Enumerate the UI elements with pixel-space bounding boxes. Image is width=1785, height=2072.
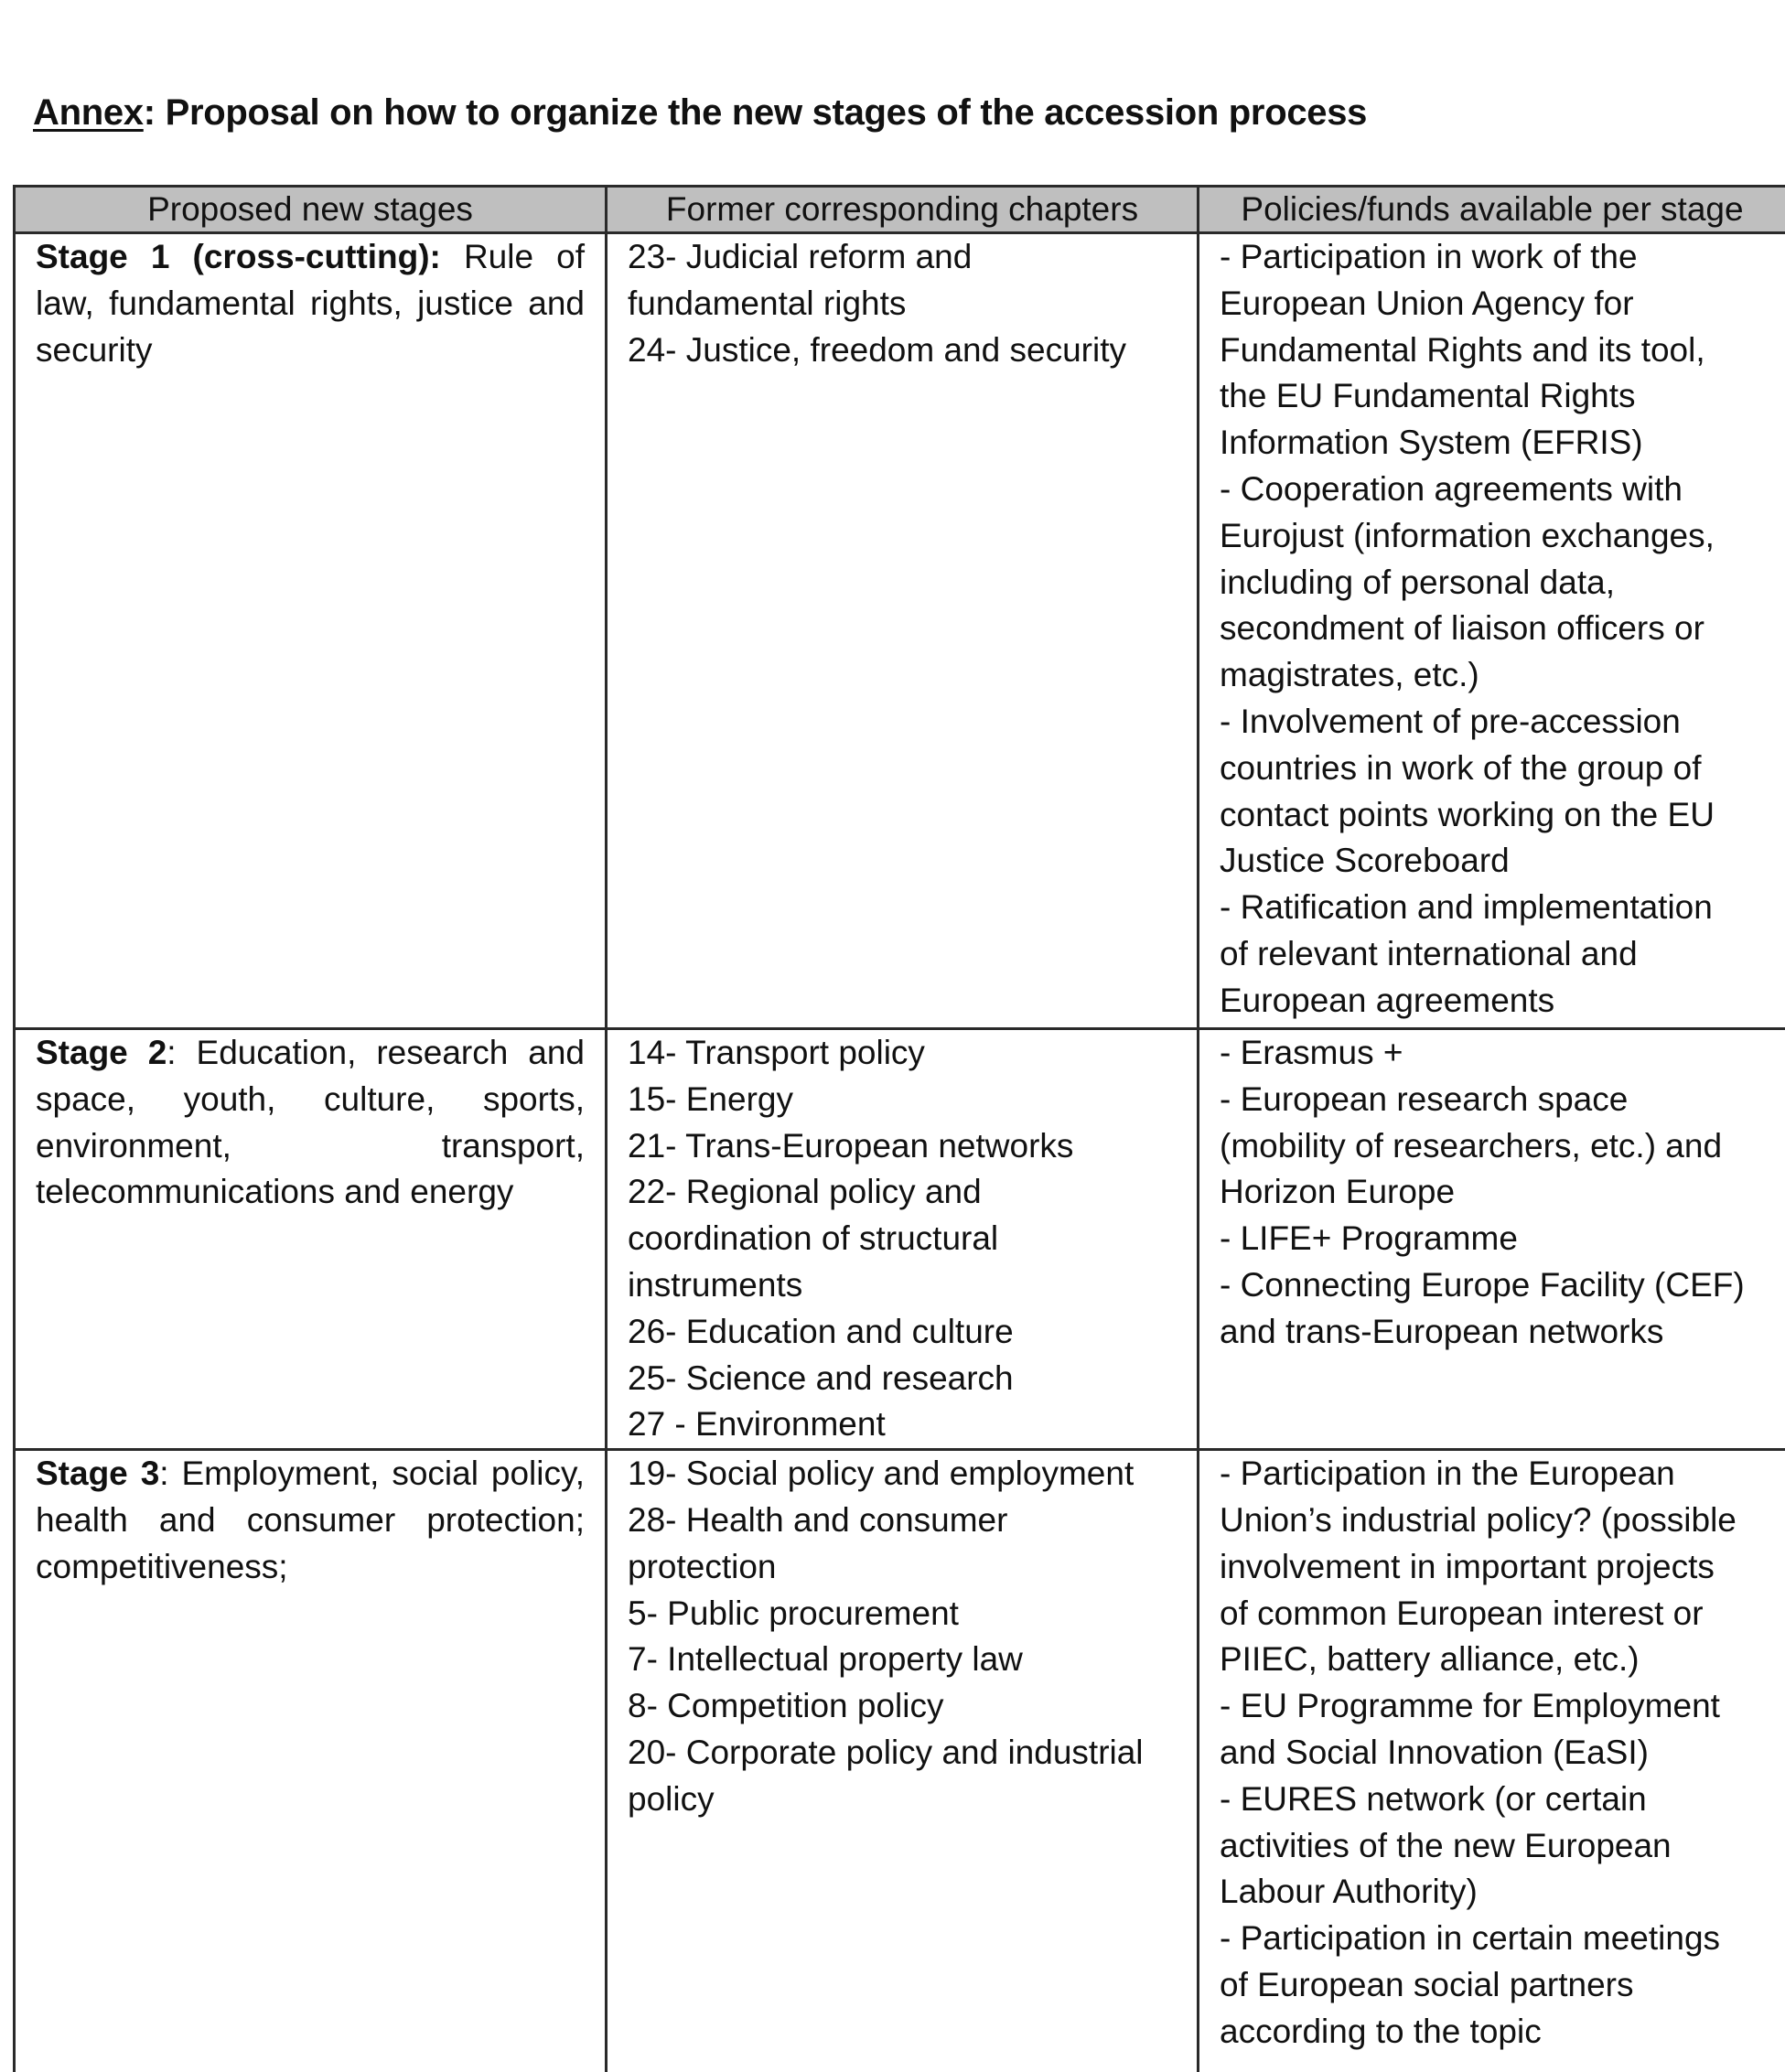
policy-line: - Connecting Europe Facility (CEF): [1220, 1262, 1772, 1309]
policy-line: of relevant international and: [1220, 931, 1772, 978]
chapter-line: 20- Corporate policy and industrial: [628, 1730, 1184, 1777]
chapter-line: 27 - Environment: [628, 1401, 1184, 1448]
policy-line: - European research space: [1220, 1077, 1772, 1123]
chapter-line: instruments: [628, 1262, 1184, 1309]
stage-description: : Employment, social policy, health and consumer protection; competitiveness;: [36, 1455, 585, 1585]
policy-line: Eurojust (information exchanges,: [1220, 513, 1772, 560]
policy-line: Information System (EFRIS): [1220, 420, 1772, 467]
stage-cell: [15, 233, 607, 1029]
chapter-line: coordination of structural: [628, 1216, 1184, 1262]
header-policies-funds: Policies/funds available per stage: [1199, 187, 1785, 233]
policy-line: and Social Innovation (EaSI): [1220, 1730, 1772, 1777]
policy-line: - Cooperation agreements with: [1220, 467, 1772, 513]
policies-cell: [1199, 233, 1785, 1029]
stage-label: Stage 1 (cross-cutting):: [36, 238, 441, 275]
chapter-line: 21- Trans-European networks: [628, 1123, 1184, 1170]
policy-line: - Ratification and implementation: [1220, 885, 1772, 931]
policy-line: of common European interest or: [1220, 1591, 1772, 1637]
policy-line: magistrates, etc.): [1220, 652, 1772, 699]
chapter-line: fundamental rights: [628, 281, 1184, 327]
header-former-chapters: Former corresponding chapters: [607, 187, 1199, 233]
chapters-cell: [607, 233, 1199, 1029]
chapter-line: policy: [628, 1777, 1184, 1823]
policy-line: of European social partners: [1220, 1962, 1772, 2009]
chapter-line: 24- Justice, freedom and security: [628, 327, 1184, 374]
stage-description: Rule of law, fundamental rights, justice and security: [36, 238, 585, 369]
policies-cell: [1199, 1450, 1785, 2072]
policy-line: - Participation in certain meetings: [1220, 1916, 1772, 1962]
policy-line: activities of the new European: [1220, 1823, 1772, 1870]
table-row: [15, 1450, 1785, 2072]
annex-label: Annex: [33, 92, 144, 133]
table-header-row: [15, 187, 1785, 233]
table-row: [15, 233, 1785, 1029]
policy-line: - Participation in the European: [1220, 1451, 1772, 1498]
policy-line: European agreements: [1220, 978, 1772, 1025]
policy-line: secondment of liaison officers or: [1220, 606, 1772, 652]
policy-line: - Erasmus +: [1220, 1030, 1772, 1077]
stages-table: [13, 185, 1785, 2072]
policy-line: Justice Scoreboard: [1220, 838, 1772, 885]
chapters-cell: [607, 1450, 1199, 2072]
chapter-line: 15- Energy: [628, 1077, 1184, 1123]
policy-line: Union’s industrial policy? (possible: [1220, 1498, 1772, 1544]
chapter-line: 7- Intellectual property law: [628, 1637, 1184, 1683]
policy-line: Fundamental Rights and its tool,: [1220, 327, 1772, 374]
policy-line: - LIFE+ Programme: [1220, 1216, 1772, 1262]
chapter-line: 8- Competition policy: [628, 1683, 1184, 1730]
stage-label: Stage 3: [36, 1455, 159, 1492]
policy-line: PIIEC, battery alliance, etc.): [1220, 1637, 1772, 1683]
stage-label: Stage 2: [36, 1034, 167, 1071]
chapter-line: 23- Judicial reform and: [628, 234, 1184, 281]
page-title-text: : Proposal on how to organize the new stages of the accession process: [144, 92, 1367, 133]
policy-line: Horizon Europe: [1220, 1169, 1772, 1216]
chapter-line: 5- Public procurement: [628, 1591, 1184, 1637]
policy-line: - EU Programme for Employment: [1220, 1683, 1772, 1730]
stage-cell: [15, 1029, 607, 1450]
policy-line: including of personal data,: [1220, 560, 1772, 607]
policy-line: and trans-European networks: [1220, 1309, 1772, 1356]
policy-line: contact points working on the EU: [1220, 792, 1772, 839]
policy-line: - EURES network (or certain: [1220, 1777, 1772, 1823]
chapter-line: 28- Health and consumer: [628, 1498, 1184, 1544]
chapter-line: 25- Science and research: [628, 1356, 1184, 1402]
chapter-line: 26- Education and culture: [628, 1309, 1184, 1356]
header-proposed-new-stages: Proposed new stages: [15, 187, 607, 233]
page-title: [33, 90, 1367, 135]
policies-cell: [1199, 1029, 1785, 1450]
policy-line: Labour Authority): [1220, 1869, 1772, 1916]
stage-description: : Education, research and space, youth, culture, sports, environment, transport, telecommunications and energy: [36, 1034, 585, 1210]
policy-line: - Involvement of pre-accession: [1220, 699, 1772, 746]
chapters-cell: [607, 1029, 1199, 1450]
policy-line: (mobility of researchers, etc.) and: [1220, 1123, 1772, 1170]
policy-line: involvement in important projects: [1220, 1544, 1772, 1591]
policy-line: the EU Fundamental Rights: [1220, 373, 1772, 420]
chapter-line: 14- Transport policy: [628, 1030, 1184, 1077]
policy-line: European Union Agency for: [1220, 281, 1772, 327]
stage-cell: [15, 1450, 607, 2072]
table-row: [15, 1029, 1785, 1450]
policy-line: - Participation in work of the: [1220, 234, 1772, 281]
chapter-line: 19- Social policy and employment: [628, 1451, 1184, 1498]
chapter-line: protection: [628, 1544, 1184, 1591]
chapter-line: 22- Regional policy and: [628, 1169, 1184, 1216]
policy-line: countries in work of the group of: [1220, 746, 1772, 792]
policy-line: according to the topic: [1220, 2009, 1772, 2056]
